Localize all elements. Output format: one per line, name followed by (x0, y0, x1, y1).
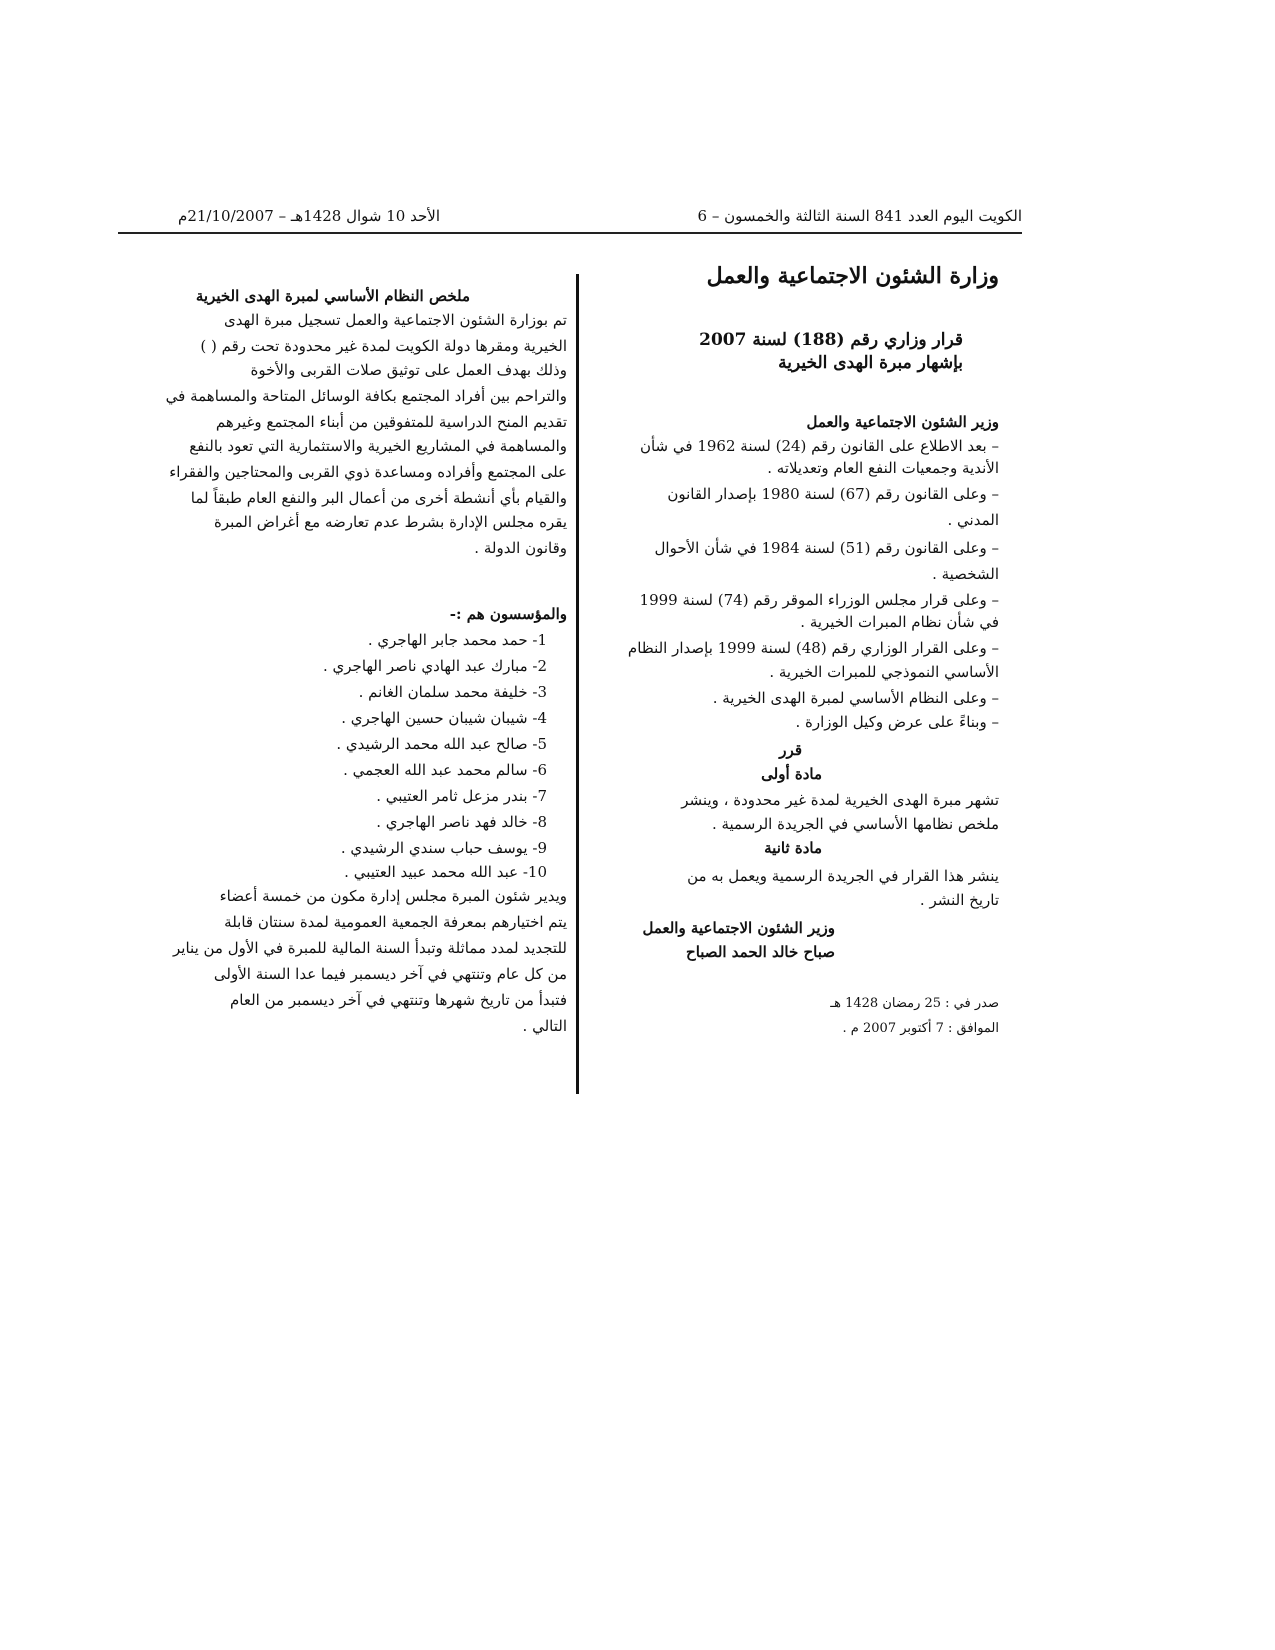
summary-line: يقره مجلس الإدارة بشرط عدم تعارضه مع أغراض المبرة (213, 513, 567, 531)
summary-line: والمساهمة في المشاريع الخيرية والاستثمارية التي تعود بالنفع (189, 437, 567, 455)
preamble-line: في شأن نظام المبرات الخيرية . (800, 613, 999, 631)
article1-heading: مادة أولى (761, 765, 822, 783)
header-date: الأحد 10 شوال 1428هـ – 21/10/2007م (178, 207, 440, 225)
decided-heading: قرر (779, 741, 802, 759)
founder-item: 6- سالم محمد عبد الله العجمي . (343, 761, 547, 779)
header-publication-info: الكويت اليوم العدد 841 السنة الثالثة والخمسون – 6 (697, 207, 1022, 225)
corresponding-date: الموافق : 7 أكتوبر 2007 م . (842, 1021, 999, 1036)
summary-line: على المجتمع وأفراده ومساعدة ذوي القربى والمحتاجين والفقراء (169, 463, 567, 481)
decree-title: قرار وزاري رقم (188) لسنة 2007 (699, 330, 963, 350)
preamble-line: – وعلى النظام الأساسي لمبرة الهدى الخيرية . (712, 689, 999, 707)
founder-item: 2- مبارك عبد الهادي ناصر الهاجري . (323, 657, 547, 675)
preamble-line: الشخصية . (932, 565, 999, 583)
preamble-line: الأندية وجمعيات النفع العام وتعديلاته . (767, 459, 999, 477)
decree-subject: بإشهار مبرة الهدى الخيرية (778, 353, 963, 373)
summary-line: تقديم المنح الدراسية للمتفوقين من أبناء المجتمع وغيرهم (215, 413, 567, 431)
issued-date: صدر في : 25 رمضان 1428 هـ (830, 996, 999, 1011)
founder-item: 4- شيبان شيبان حسين الهاجري . (341, 709, 547, 727)
preamble-line: – وعلى القرار الوزاري رقم (48) لسنة 1999 بإصدار النظام (627, 639, 999, 657)
signature-name: صباح خالد الحمد الصباح (686, 943, 835, 961)
founder-item: 7- بندر مزعل ثامر العتيبي . (376, 787, 547, 805)
column-divider (576, 274, 579, 1094)
signature-title: وزير الشئون الاجتماعية والعمل (642, 919, 835, 937)
management-line: يتم اختيارهم بمعرفة الجمعية العمومية لمدة سنتان قابلة (224, 913, 567, 931)
management-line: ويدير شئون المبرة مجلس إدارة مكون من خمسة أعضاء (219, 887, 567, 905)
article1-line: ملخص نظامها الأساسي في الجريدة الرسمية . (711, 815, 999, 833)
preamble-line: المدني . (947, 511, 999, 529)
founder-item: 5- صالح عبد الله محمد الرشيدي . (336, 735, 547, 753)
summary-line: وقانون الدولة . (474, 539, 567, 557)
management-line: من كل عام وتنتهي في آخر ديسمبر فيما عدا السنة الأولى (213, 965, 567, 983)
article2-heading: مادة ثانية (764, 839, 822, 857)
summary-title: ملخص النظام الأساسي لمبرة الهدى الخيرية (195, 287, 470, 305)
ministry-title: وزارة الشئون الاجتماعية والعمل (706, 263, 999, 289)
preamble-line: – وبناءً على عرض وكيل الوزارة . (795, 713, 999, 731)
minister-heading: وزير الشئون الاجتماعية والعمل (806, 413, 999, 431)
founder-item: 8- خالد فهد ناصر الهاجري . (376, 813, 547, 831)
preamble-line: – وعلى القانون رقم (67) لسنة 1980 بإصدار القانون (667, 485, 999, 503)
founder-item: 3- خليفة محمد سلمان الغانم . (358, 683, 547, 701)
founders-heading: والمؤسسون هم :- (449, 605, 567, 623)
article1-line: تشهر مبرة الهدى الخيرية لمدة غير محدودة ، وينشر (681, 791, 999, 809)
management-line: التالي . (522, 1017, 567, 1035)
article2-line: تاريخ النشر . (919, 891, 999, 909)
summary-line: وذلك بهدف العمل على توثيق صلات القربى والأخوة (250, 361, 567, 379)
summary-line: والتراحم بين أفراد المجتمع بكافة الوسائل المتاحة والمساهمة في (165, 387, 567, 405)
header-rule (118, 232, 1022, 234)
summary-line: والقيام بأي أنشطة أخرى من أعمال البر والنفع العام طبقاً لما (190, 489, 567, 507)
preamble-line: – وعلى قرار مجلس الوزراء الموقر رقم (74) لسنة 1999 (639, 591, 999, 609)
preamble-line: الأساسي النموذجي للمبرات الخيرية . (769, 663, 999, 681)
management-line: للتجديد لمدد مماثلة وتبدأ السنة المالية للمبرة في الأول من يناير (173, 939, 567, 957)
management-line: فتبدأ من تاريخ شهرها وتنتهي في آخر ديسمبر من العام (230, 991, 567, 1009)
article2-line: ينشر هذا القرار في الجريدة الرسمية ويعمل به من (687, 867, 999, 885)
preamble-line: – بعد الاطلاع على القانون رقم (24) لسنة 1962 في شأن (639, 437, 999, 455)
preamble-line: – وعلى القانون رقم (51) لسنة 1984 في شأن الأحوال (654, 539, 999, 557)
founder-item: 1- حمد محمد جابر الهاجري . (367, 631, 547, 649)
summary-line: تم بوزارة الشئون الاجتماعية والعمل تسجيل مبرة الهدى (223, 311, 567, 329)
summary-line: الخيرية ومقرها دولة الكويت لمدة غير محدودة تحت رقم ( ) (200, 337, 567, 355)
founder-item: 9- يوسف حباب سندي الرشيدي . (340, 839, 547, 857)
founder-item: 10- عبد الله محمد عبيد العتيبي . (344, 863, 547, 881)
